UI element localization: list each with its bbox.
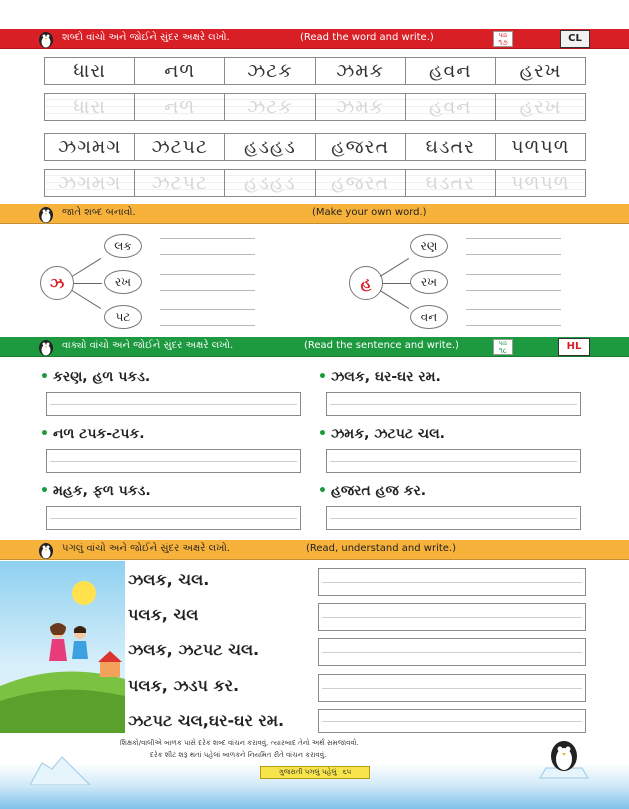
writing-line[interactable] — [160, 290, 255, 291]
trace-cell[interactable]: ઝગમગ — [45, 170, 135, 196]
word-cell: નળ — [135, 58, 225, 84]
branch-syllable: રખ — [104, 270, 142, 294]
trace-cell[interactable]: ઘડતર — [406, 170, 496, 196]
writing-line[interactable] — [160, 325, 255, 326]
reading-line: ઝલક, ઝટપટ ચલ. — [128, 640, 260, 659]
writing-line[interactable] — [160, 238, 255, 239]
trace-cell[interactable]: નળ — [135, 94, 225, 120]
word-cell: ઝમક — [316, 58, 406, 84]
writing-line[interactable] — [160, 254, 255, 255]
center-letter: ઝ — [40, 266, 74, 300]
answer-box[interactable] — [46, 449, 301, 473]
answer-box[interactable] — [318, 568, 586, 596]
penguin-icon — [37, 29, 55, 49]
word-cell: ઝટક — [225, 58, 315, 84]
footer-note: શિક્ષકો/વાલીએ બાળક પાસે દરેક શબ્દ વાંચન કરાવવું. ત્યારબાદ તેનો અર્થ સમજાવવો. — [120, 739, 359, 747]
lesson-badge: પાઠ ૧૮ — [493, 339, 513, 355]
iceberg-icon — [30, 755, 90, 785]
section4-title: પગલું વાંચો અને જોઈને સુંદર અક્ષરે લખો. — [62, 543, 231, 554]
code-badge: HL — [558, 338, 590, 356]
writing-line[interactable] — [466, 309, 561, 310]
answer-box[interactable] — [326, 506, 581, 530]
section3-title: વાક્યો વાંચો અને જોઈને સુંદર અક્ષરે લખો. — [62, 340, 234, 351]
section4-title-en: (Read, understand and write.) — [306, 543, 457, 554]
trace-cell[interactable]: હડહડ — [225, 170, 315, 196]
reading-line: ઝલક, ચલ. — [128, 570, 210, 589]
branch-syllable: રણ — [410, 234, 448, 258]
sentence-item: • હજરત હજ કર. — [318, 483, 427, 499]
section2-title: જાતે શબ્દ બનાવો. — [62, 207, 136, 218]
answer-box[interactable] — [318, 674, 586, 702]
section1-title: શબ્દો વાંચો અને જોઈને સુંદર અક્ષરે લખો. — [62, 32, 230, 43]
answer-box[interactable] — [46, 506, 301, 530]
section2-title-en: (Make your own word.) — [312, 207, 427, 218]
word-cell: ઘડતર — [406, 134, 496, 160]
word-cell: હરખ — [519, 60, 562, 82]
sentence-item: • ઝમક, ઝટપટ ચલ. — [318, 426, 445, 442]
sentence-item: • કરણ, હળ પકડ. — [40, 369, 151, 385]
writing-line[interactable] — [466, 325, 561, 326]
word-cell: હજરત — [316, 134, 406, 160]
trace-grid-row1[interactable] — [44, 93, 586, 121]
branch-syllable: વન — [410, 305, 448, 329]
reading-line: ઝટપટ ચલ,ઘર-ઘર રમ. — [128, 711, 285, 730]
connector-line — [72, 290, 101, 309]
trace-cell[interactable]: ધારા — [45, 94, 135, 120]
trace-cell[interactable]: હવન — [406, 94, 496, 120]
section4-header — [0, 540, 629, 560]
penguin-icon — [37, 204, 55, 224]
trace-cell[interactable]: પળપળ — [496, 170, 585, 196]
page-number: ૬૫ — [342, 768, 352, 776]
word-cell: ઝટપટ — [135, 134, 225, 160]
word-grid-row1 — [44, 57, 586, 85]
answer-box[interactable] — [318, 638, 586, 666]
connector-line — [380, 258, 409, 277]
reading-line: પલક, ઝડપ કર. — [128, 676, 240, 695]
section1-title-en: (Read the word and write.) — [300, 32, 434, 43]
writing-line[interactable] — [466, 238, 561, 239]
section3-header — [0, 337, 629, 357]
word-cell: ધારા — [45, 58, 135, 84]
penguin-icon — [37, 337, 55, 357]
word-cell: હડહડ — [225, 134, 315, 160]
trace-cell[interactable]: હરખ — [496, 94, 585, 120]
section3-title-en: (Read the sentence and write.) — [304, 340, 459, 351]
connector-line — [383, 283, 411, 284]
page-footer-label — [260, 766, 370, 779]
trace-cell[interactable]: ઝટપટ — [135, 170, 225, 196]
code-badge: CL — [560, 30, 590, 48]
writing-line[interactable] — [160, 274, 255, 275]
sentence-item: • ઝલક, ઘર-ઘર રમ. — [318, 369, 441, 385]
reading-line: પલક, ચલ — [128, 605, 199, 624]
connector-line — [72, 258, 101, 277]
writing-line[interactable] — [466, 274, 561, 275]
footer-note: દરેક શીટ શરૂ થતાં પહેલાં બાળકને નિયમિત રીતે વાંચન કરાવવું. — [150, 751, 327, 759]
center-letter: હ — [349, 266, 383, 300]
word-cell: ઝગમગ — [45, 134, 135, 160]
writing-line[interactable] — [466, 290, 561, 291]
book-title: ગુજરાતી પગલું પહેલું — [278, 768, 337, 776]
trace-grid-row2[interactable] — [44, 169, 586, 197]
writing-line[interactable] — [466, 254, 561, 255]
sentence-item: • નળ ટપક-ટપક. — [40, 426, 145, 442]
sentence-item: • મહક, ફળ પકડ. — [40, 483, 151, 499]
trace-cell[interactable]: ઝમક — [316, 94, 406, 120]
section1-header — [0, 29, 629, 49]
answer-box[interactable] — [326, 392, 581, 416]
answer-box[interactable] — [318, 603, 586, 631]
word-cell: હવન — [406, 58, 496, 84]
word-grid-row2 — [44, 133, 586, 161]
connector-line — [380, 290, 409, 309]
branch-syllable: પટ — [104, 305, 142, 329]
section2-header — [0, 204, 629, 224]
answer-box[interactable] — [46, 392, 301, 416]
children-illustration — [0, 561, 125, 733]
trace-cell[interactable]: ઝટક — [225, 94, 315, 120]
writing-line[interactable] — [160, 309, 255, 310]
penguin-icon — [37, 540, 55, 560]
branch-syllable: લક — [104, 234, 142, 258]
answer-box[interactable] — [318, 709, 586, 733]
lesson-badge: પાઠ ૧૭ — [493, 31, 513, 47]
penguin-mascot-icon — [538, 738, 590, 782]
trace-cell[interactable]: હજરત — [316, 170, 406, 196]
word-cell: પળપળ — [511, 136, 570, 158]
connector-line — [74, 283, 102, 284]
answer-box[interactable] — [326, 449, 581, 473]
branch-syllable: રખ — [410, 270, 448, 294]
